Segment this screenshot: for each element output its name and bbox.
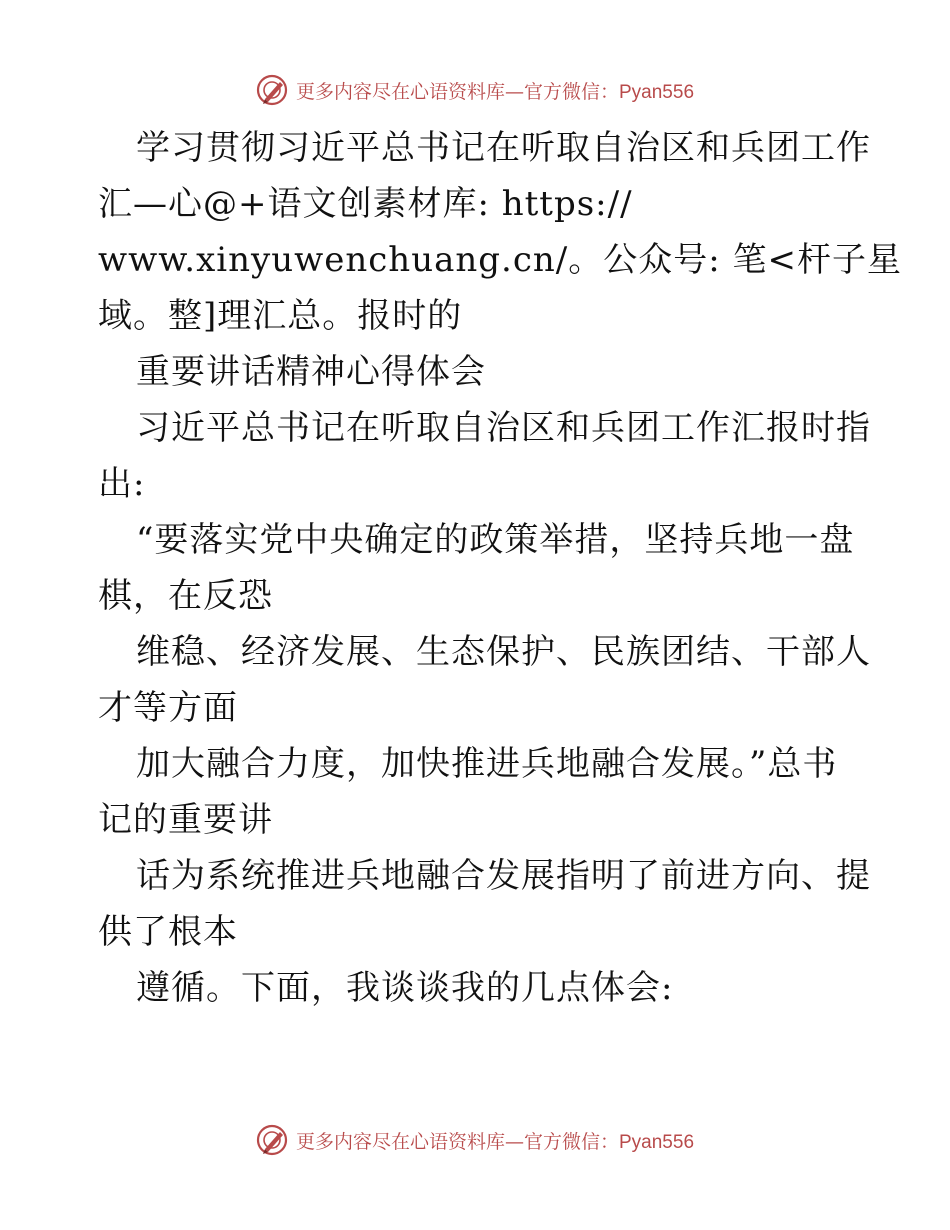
header-watermark-text: 更多内容尽在心语资料库—官方微信：Pyan556 xyxy=(295,80,695,103)
body-line: 维稳、经济发展、生态保护、民族团结、干部人 xyxy=(136,632,871,672)
body-line: 加大融合力度，加快推进兵地融合发展。”总书 xyxy=(136,744,838,784)
body-line: “要落实党中央确定的政策举措，坚持兵地一盘 xyxy=(136,520,855,560)
body-line: 记的重要讲 xyxy=(98,800,273,840)
body-line: 域。整]理汇总。报时的 xyxy=(98,296,463,336)
pen-logo-icon xyxy=(256,74,288,106)
body-line: 出: xyxy=(98,464,146,504)
footer-watermark-banner xyxy=(0,1122,950,1158)
body-line: 遵循。下面，我谈谈我的几点体会: xyxy=(136,968,674,1008)
body-line: 供了根本 xyxy=(98,912,238,952)
body-line: 话为系统推进兵地融合发展指明了前进方向、提 xyxy=(136,856,871,896)
body-line: 重要讲话精神心得体会 xyxy=(136,352,486,392)
footer-watermark-text: 更多内容尽在心语资料库—官方微信：Pyan556 xyxy=(295,1130,695,1153)
document-body xyxy=(98,120,902,1016)
body-line: 汇—心@+语文创素材库: https:// xyxy=(98,184,633,224)
body-line: 棋，在反恐 xyxy=(98,576,273,616)
pen-logo-icon xyxy=(256,1124,288,1156)
body-line: www.xinyuwenchuang.cn/。公众号: 笔<杆子星 xyxy=(98,240,902,280)
header-watermark-banner xyxy=(0,72,950,108)
body-line: 习近平总书记在听取自治区和兵团工作汇报时指 xyxy=(136,408,871,448)
body-line: 学习贯彻习近平总书记在听取自治区和兵团工作 xyxy=(136,128,871,168)
body-line: 才等方面 xyxy=(98,688,238,728)
